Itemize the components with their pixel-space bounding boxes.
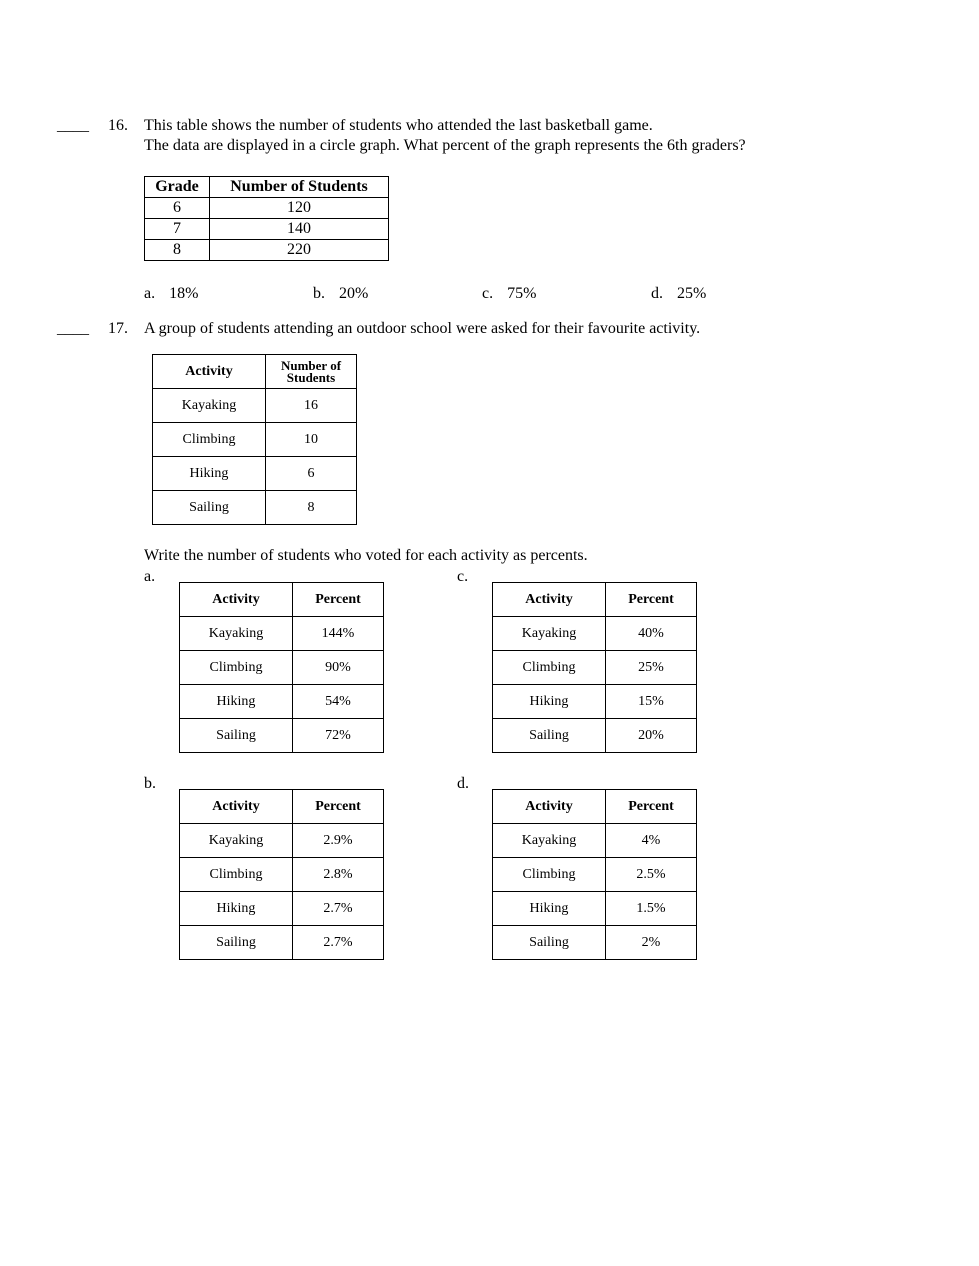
activity-votes-table xyxy=(152,354,357,525)
choice-text: 18% xyxy=(169,285,199,302)
table-cell: Hiking xyxy=(180,685,293,719)
table-header-percent: Percent xyxy=(606,583,697,617)
answer-blank-17[interactable]: ____ xyxy=(57,320,89,337)
table-cell: Kayaking xyxy=(153,389,266,423)
table-cell: Hiking xyxy=(153,457,266,491)
table-cell: Kayaking xyxy=(180,617,293,651)
table-cell: Climbing xyxy=(493,858,606,892)
table-row xyxy=(153,423,357,457)
table-cell: Sailing xyxy=(180,926,293,960)
table-cell: Hiking xyxy=(180,892,293,926)
table-row xyxy=(153,389,357,423)
choice-a[interactable] xyxy=(144,284,198,304)
table-cell: 2.7% xyxy=(293,892,384,926)
question-16-text-line2: The data are displayed in a circle graph. What percent of the graph represents the 6th graders? xyxy=(144,137,746,154)
table-row xyxy=(180,892,384,926)
table-cell: 8 xyxy=(266,491,357,525)
table-row xyxy=(180,719,384,753)
table-row xyxy=(493,824,697,858)
table-header-activity: Activity xyxy=(180,583,293,617)
question-number-16: 16. xyxy=(108,117,128,134)
table-cell: 20% xyxy=(606,719,697,753)
table-cell: 2.5% xyxy=(606,858,697,892)
table-cell: Sailing xyxy=(180,719,293,753)
table-cell: 90% xyxy=(293,651,384,685)
table-cell: 15% xyxy=(606,685,697,719)
option-c-letter[interactable]: c. xyxy=(457,568,469,585)
table-row xyxy=(493,719,697,753)
table-header-percent: Percent xyxy=(293,583,384,617)
choice-letter: c. xyxy=(482,285,494,302)
table-cell: Sailing xyxy=(493,719,606,753)
question-17-text: A group of students attending an outdoor school were asked for their favourite activity. xyxy=(144,320,701,337)
table-row xyxy=(493,926,697,960)
table-row xyxy=(180,824,384,858)
table-cell: 10 xyxy=(266,423,357,457)
table-cell: Climbing xyxy=(180,858,293,892)
table-row xyxy=(180,685,384,719)
table-cell: Hiking xyxy=(493,685,606,719)
table-cell: 120 xyxy=(210,198,389,219)
table-cell: 7 xyxy=(145,219,210,240)
table-header-percent: Percent xyxy=(293,790,384,824)
table-header-percent: Percent xyxy=(606,790,697,824)
table-cell: 1.5% xyxy=(606,892,697,926)
table-cell: Sailing xyxy=(493,926,606,960)
attendance-table xyxy=(144,176,389,261)
table-row xyxy=(493,651,697,685)
option-c-table xyxy=(492,582,697,753)
table-cell: Kayaking xyxy=(493,617,606,651)
table-cell: Climbing xyxy=(153,423,266,457)
table-cell: Kayaking xyxy=(180,824,293,858)
choice-letter: b. xyxy=(313,285,325,302)
table-cell: 16 xyxy=(266,389,357,423)
table-row xyxy=(153,457,357,491)
option-a-letter[interactable]: a. xyxy=(144,568,156,585)
table-row xyxy=(180,617,384,651)
table-cell: Sailing xyxy=(153,491,266,525)
table-cell: 25% xyxy=(606,651,697,685)
table-cell: 54% xyxy=(293,685,384,719)
choice-d[interactable] xyxy=(651,284,706,304)
table-cell: 72% xyxy=(293,719,384,753)
table-row xyxy=(153,491,357,525)
choice-letter: a. xyxy=(144,285,156,302)
choice-text: 25% xyxy=(677,285,707,302)
table-cell: 140 xyxy=(210,219,389,240)
table-row xyxy=(145,219,389,240)
table-cell: 2% xyxy=(606,926,697,960)
table-header-activity: Activity xyxy=(493,583,606,617)
table-row xyxy=(493,858,697,892)
choice-text: 20% xyxy=(339,285,369,302)
choice-b[interactable] xyxy=(313,284,368,304)
table-header-students: Number of Students xyxy=(210,177,389,198)
table-cell: Hiking xyxy=(493,892,606,926)
table-header-number-of-students: Number of Students xyxy=(266,355,357,389)
question-17-instruction: Write the number of students who voted for each activity as percents. xyxy=(144,547,588,564)
table-cell: 2.8% xyxy=(293,858,384,892)
table-cell: 144% xyxy=(293,617,384,651)
table-row xyxy=(493,685,697,719)
question-number-17: 17. xyxy=(108,320,128,337)
table-row xyxy=(493,617,697,651)
option-b-letter[interactable]: b. xyxy=(144,775,156,792)
table-row xyxy=(145,198,389,219)
choice-c[interactable] xyxy=(482,284,536,304)
table-cell: Climbing xyxy=(493,651,606,685)
table-row xyxy=(180,651,384,685)
table-header-activity: Activity xyxy=(493,790,606,824)
table-cell: 6 xyxy=(145,198,210,219)
table-cell: 8 xyxy=(145,240,210,261)
option-d-letter[interactable]: d. xyxy=(457,775,469,792)
table-header-grade: Grade xyxy=(145,177,210,198)
table-cell: 6 xyxy=(266,457,357,491)
choice-text: 75% xyxy=(507,285,537,302)
table-cell: 220 xyxy=(210,240,389,261)
table-header-activity: Activity xyxy=(180,790,293,824)
table-cell: 2.9% xyxy=(293,824,384,858)
answer-blank-16[interactable]: ____ xyxy=(57,117,89,134)
table-cell: 2.7% xyxy=(293,926,384,960)
table-row xyxy=(180,858,384,892)
choice-letter: d. xyxy=(651,285,663,302)
table-cell: Kayaking xyxy=(493,824,606,858)
table-row xyxy=(180,926,384,960)
table-cell: 4% xyxy=(606,824,697,858)
table-cell: 40% xyxy=(606,617,697,651)
option-a-table xyxy=(179,582,384,753)
table-header-activity: Activity xyxy=(153,355,266,389)
question-16-text-line1: This table shows the number of students who attended the last basketball game. xyxy=(144,117,653,134)
table-cell: Climbing xyxy=(180,651,293,685)
table-row xyxy=(145,240,389,261)
table-row xyxy=(493,892,697,926)
option-d-table xyxy=(492,789,697,960)
option-b-table xyxy=(179,789,384,960)
